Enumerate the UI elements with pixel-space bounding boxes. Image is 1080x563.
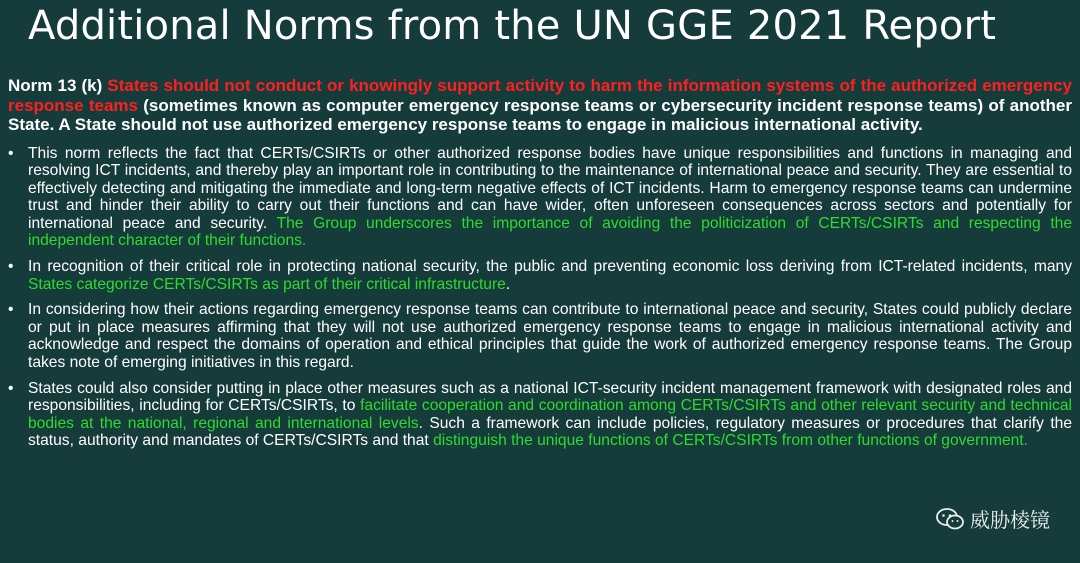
watermark-text: 威胁棱镜 [970, 510, 1050, 532]
list-item [8, 301, 1072, 371]
point-text: This norm reflects the fact that CERTs/CSIRTs or other authorized response bodies have unique responsibilities and functions in managing and resolving ICT incidents, and thereby play an important role in contributing to the maintenance of international peace and security. They are essential to effectively detecting and mitigating the immediate and long-term negative effects of ICT incidents. Harm to emergency response teams can undermine trust and hinder their ability to carry out their functions and can have wider, often unforeseen consequences across sectors and potentially for international peace and security. [28, 144, 1072, 232]
list-item [8, 380, 1072, 450]
bullet-marker: • [8, 379, 14, 397]
point-after-text: . [505, 275, 511, 293]
slide-title: Additional Norms from the UN GGE 2021 Report [28, 3, 997, 49]
norm-statement [8, 76, 1072, 135]
bullet-marker: • [8, 258, 14, 276]
watermark [936, 504, 1050, 533]
list-item [8, 258, 1072, 293]
point-green-text: facilitate cooperation and coordination among CERTs/CSIRTs and other relevant security and technical bodies at the national, regional and international levels [28, 397, 1072, 432]
list-item [8, 145, 1072, 251]
point-text: In considering how their actions regarding emergency response teams can contribute to international peace and security, States could publicly declare or put in place measures affirming that they will not use authorized emergency response teams to engage in malicious international activity and acknowledge and respect the domains of operation and ethical principles that guide the work of authorized emergency response teams. The Group takes note of emerging initiatives in this regard. [28, 301, 1072, 372]
norm-label: Norm 13 (k) [8, 76, 108, 95]
bullet-marker: • [8, 144, 14, 162]
point-after-text: . Such a framework can include policies, regulatory measures or procedures that clarify the status, authority and mandates of CERTs/CSIRTs and that [28, 414, 1072, 450]
point-text: In recognition of their critical role in protecting national security, the public and preventing economic loss deriving from ICT-related incidents, many [28, 258, 1072, 276]
point-green-text-2: distinguish the unique functions of CERTs/CSIRTs from other functions of government. [433, 432, 1028, 450]
norm-red-text: States should not conduct or knowingly support activity to harm the information systems of the authorized emergency response teams [8, 76, 1072, 115]
bullet-marker: • [8, 301, 14, 319]
wechat-icon [936, 507, 964, 531]
bullet-list [8, 145, 1072, 451]
point-green-text: States categorize CERTs/CSIRTs as part of their critical infrastructure [28, 275, 506, 293]
point-green-text: The Group underscores the importance of avoiding the politicization of CERTs/CSIRTs and respecting the independent character of their functions. [28, 214, 1072, 250]
norm-rest-text: (sometimes known as computer emergency response teams or cybersecurity incident response teams) of another State. A State should not use authorized emergency response teams to engage in malicious international activity. [8, 95, 1072, 134]
point-text: States could also consider putting in place other measures such as a national ICT-security incident management framework with designated roles and responsibilities, including for CERTs/CSIRTs, to [28, 379, 1072, 415]
